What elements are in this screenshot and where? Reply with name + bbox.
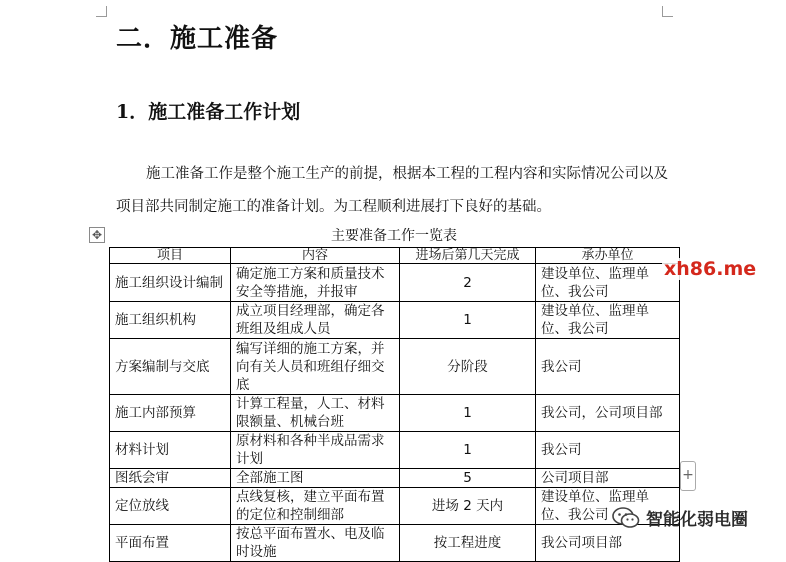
- cell-item: 材料计划: [110, 432, 231, 469]
- cell-days: 1: [400, 432, 536, 469]
- cell-item: 施工组织机构: [110, 302, 231, 339]
- page-corner-mark-right: [662, 6, 673, 17]
- table-row: [110, 525, 680, 562]
- table-caption: 主要准备工作一览表: [331, 228, 457, 244]
- cell-item: 方案编制与交底: [110, 339, 231, 395]
- watermark-site: xh86.me: [664, 258, 757, 280]
- header-unit: 承办单位: [536, 248, 680, 264]
- cell-unit: 我公司项目部: [536, 525, 680, 562]
- header-item: 项目: [110, 248, 231, 264]
- page-corner-mark-left: [96, 6, 107, 17]
- cell-content: 按总平面布置水、电及临时设施: [231, 525, 400, 562]
- watermark-account-text: 智能化弱电圈: [646, 510, 748, 530]
- add-column-button[interactable]: +: [680, 461, 696, 491]
- cell-content: 全部施工图: [231, 469, 400, 488]
- cell-content: 点线复核，建立平面布置的定位和控制细部: [231, 488, 400, 525]
- table-row: [110, 264, 680, 302]
- cell-days: 分阶段: [400, 339, 536, 395]
- subsection-heading: 1．施工准备工作计划: [116, 101, 301, 123]
- cell-content: 确定施工方案和质量技术安全等措施，并报审: [231, 264, 400, 302]
- header-days: 进场后第几天完成: [400, 248, 536, 264]
- body-paragraph: 施工准备工作是整个施工生产的前提，根据本工程的工程内容和实际情况公司以及项目部共同制定施工的准备计划。为工程顺利进展打下良好的基础。: [116, 166, 668, 215]
- header-content: 内容: [231, 248, 400, 264]
- table-row: [110, 469, 680, 488]
- table-row: [110, 395, 680, 432]
- cell-unit: 我公司: [536, 339, 680, 395]
- cell-item: 图纸会审: [110, 469, 231, 488]
- watermark-account: [612, 505, 748, 530]
- cell-content: 编写详细的施工方案，并向有关人员和班组仔细交底: [231, 339, 400, 395]
- cell-content: 原材料和各种半成品需求计划: [231, 432, 400, 469]
- cell-unit: 公司项目部: [536, 469, 680, 488]
- cell-unit: 建设单位、监理单位、我公司: [536, 302, 680, 339]
- cell-item: 施工组织设计编制: [110, 264, 231, 302]
- cell-content: 成立项目经理部，确定各班组及组成人员: [231, 302, 400, 339]
- cell-unit: 我公司: [536, 432, 680, 469]
- wechat-logo-icon: [612, 507, 640, 529]
- cell-item: 平面布置: [110, 525, 231, 562]
- cell-item: 定位放线: [110, 488, 231, 525]
- table-move-handle-icon[interactable]: ✥: [89, 227, 105, 243]
- cell-unit: 我公司，公司项目部: [536, 395, 680, 432]
- cell-days: 2: [400, 264, 536, 302]
- table-header-row: [110, 248, 680, 264]
- table-row: [110, 339, 680, 395]
- cell-days: 进场 2 天内: [400, 488, 536, 525]
- cell-unit: 建设单位、监理单位、我公司: [536, 264, 680, 302]
- table-row: [110, 488, 680, 525]
- preparation-table: [109, 247, 680, 562]
- cell-days: 1: [400, 302, 536, 339]
- cell-item: 施工内部预算: [110, 395, 231, 432]
- cell-days: 1: [400, 395, 536, 432]
- table-row: [110, 302, 680, 339]
- table-row: [110, 432, 680, 469]
- cell-days: 5: [400, 469, 536, 488]
- cell-unit: 建设单位、监理单位、我公司: [536, 488, 680, 525]
- cell-days: 按工程进度: [400, 525, 536, 562]
- section-heading: 二．施工准备: [116, 24, 279, 54]
- cell-content: 计算工程量，人工、材料限额量、机械台班: [231, 395, 400, 432]
